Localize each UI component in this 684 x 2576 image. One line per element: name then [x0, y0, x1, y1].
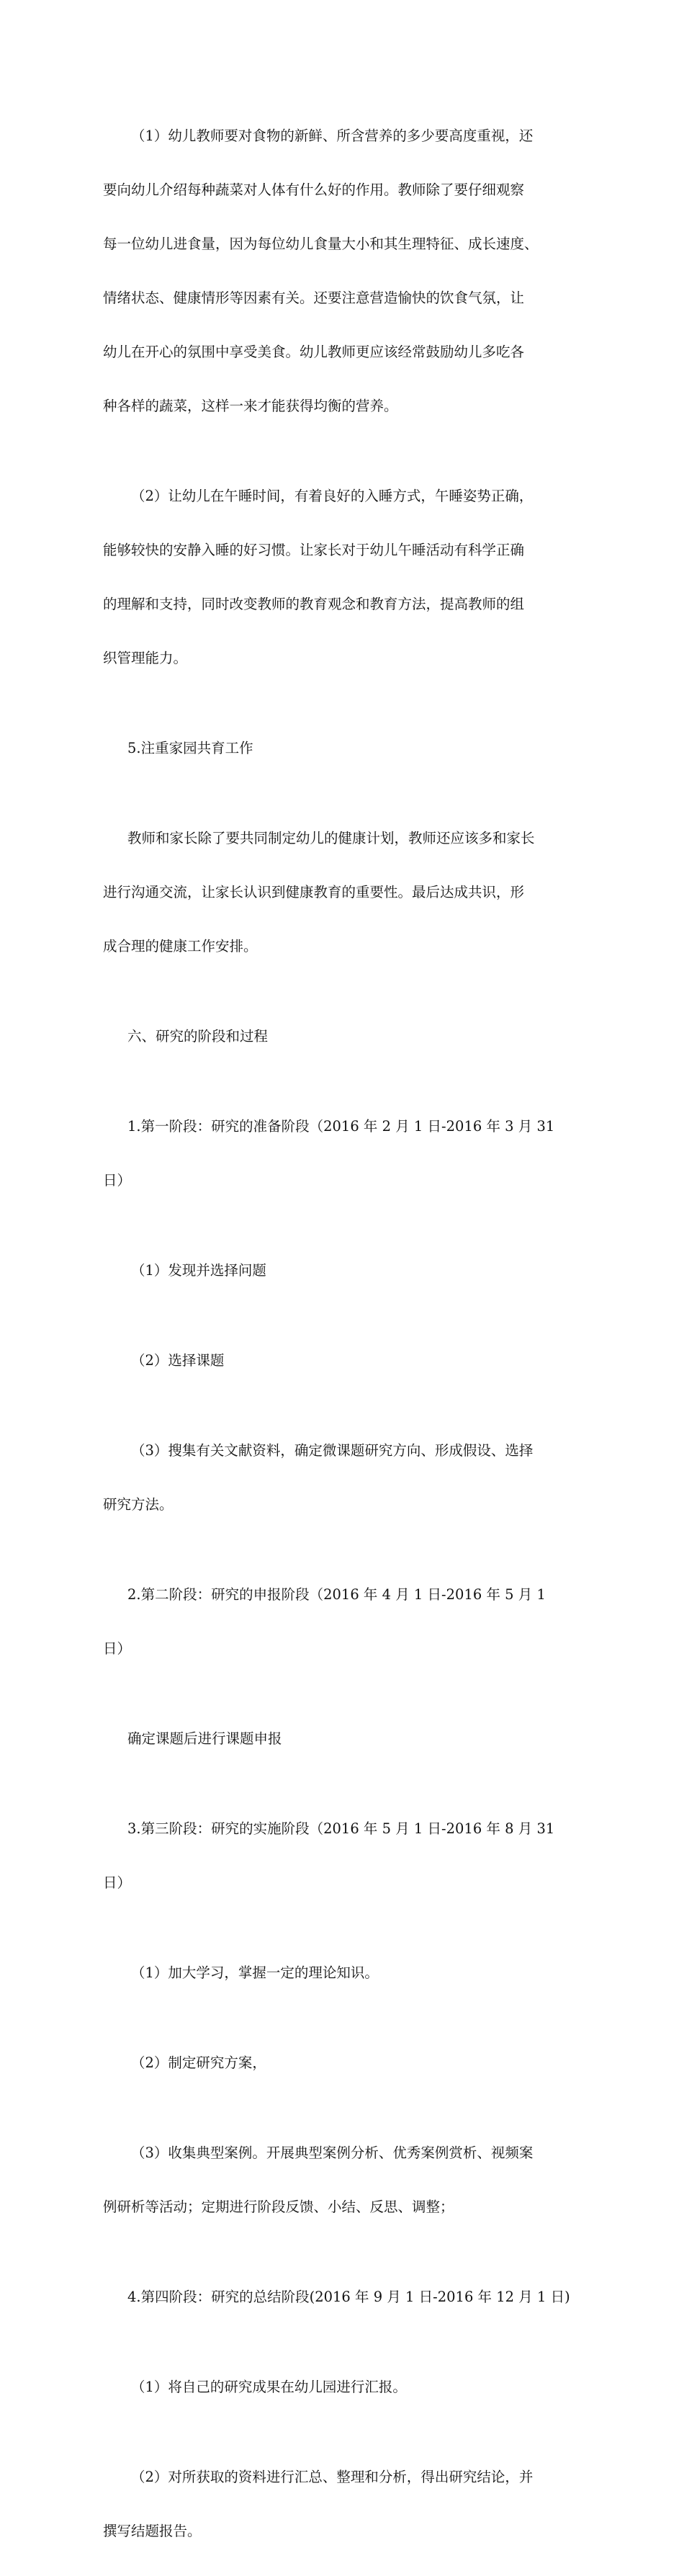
text-line: （1）将自己的研究成果在幼儿园进行汇报。 [131, 2379, 407, 2395]
text-line: 5.注重家园共育工作 [127, 740, 253, 756]
text-line: 1.第一阶段：研究的准备阶段（2016 年 2 月 1 日-2016 年 3 月 31 [127, 1118, 555, 1135]
text-line: 成合理的健康工作安排。 [103, 938, 258, 954]
text-line: 教师和家长除了要共同制定幼儿的健康计划，教师还应该多和家长 [127, 830, 535, 846]
text-line: 能够较快的安静入睡的好习惯。让家长对于幼儿午睡活动有科学正确 [103, 542, 525, 558]
text-line: 研究方法。 [103, 1496, 174, 1513]
stage-4-item-1 [103, 2342, 582, 2432]
text-line: 进行沟通交流，让家长认识到健康教育的重要性。最后达成共识，形 [103, 884, 525, 900]
stage-3-item-2 [103, 2018, 582, 2108]
paragraph-lunch-nutrition [103, 91, 582, 451]
text-line: 3.第三阶段：研究的实施阶段（2016 年 5 月 1 日-2016 年 8 月 31 [127, 1820, 555, 1837]
text-line: （1）发现并选择问题 [131, 1262, 266, 1279]
text-line: （2）选择课题 [131, 1352, 225, 1369]
text-line: 日） [103, 1640, 132, 1657]
heading-home-school [103, 703, 582, 793]
text-line: 的理解和支持，同时改变教师的教育观念和教育方法，提高教师的组 [103, 596, 525, 612]
stage-1-item-3 [103, 1405, 582, 1549]
section-heading-stages [103, 991, 582, 1081]
text-line: 情绪状态、健康情形等因素有关。还要注意营造愉快的饮食气氛，让 [103, 290, 525, 306]
document-body [103, 91, 582, 2576]
paragraph-nap-habits [103, 451, 582, 703]
stage-3-item-3 [103, 2108, 582, 2252]
text-line: 每一位幼儿进食量，因为每位幼儿食量大小和其生理特征、成长速度、 [103, 236, 539, 252]
text-line: （2）让幼儿在午睡时间，有着良好的入睡方式，午睡姿势正确， [131, 488, 534, 504]
stage-1-item-1 [103, 1225, 582, 1315]
stage-2-heading [103, 1549, 582, 1694]
stage-1-item-2 [103, 1315, 582, 1405]
text-line: 种各样的蔬菜，这样一来才能获得均衡的营养。 [103, 398, 398, 414]
stage-2-item [103, 1694, 582, 1784]
text-line: 幼儿在开心的氛围中享受美食。幼儿教师更应该经常鼓励幼儿多吃各 [103, 344, 525, 360]
text-line: 日） [103, 1172, 132, 1189]
text-line: 日） [103, 1874, 132, 1891]
text-line: （1）加大学习，掌握一定的理论知识。 [131, 1964, 379, 1981]
text-line: 确定课题后进行课题申报 [127, 1730, 282, 1747]
text-line: （1）幼儿教师要对食物的新鲜、所含营养的多少要高度重视，还 [131, 128, 534, 144]
text-line: 六、研究的阶段和过程 [127, 1028, 269, 1045]
stage-4-heading [103, 2252, 582, 2342]
text-line: 4.第四阶段：研究的总结阶段(2016 年 9 月 1 日-2016 年 12 月 1 日) [127, 2289, 570, 2305]
stage-3-heading [103, 1784, 582, 1928]
text-line: 织管理能力。 [103, 650, 188, 666]
stage-3-item-1 [103, 1928, 582, 2018]
text-line: 例研析等活动；定期进行阶段反馈、小结、反思、调整； [103, 2199, 454, 2215]
stage-1-heading [103, 1081, 582, 1225]
paragraph-home-school [103, 793, 582, 991]
text-line: （2）制定研究方案， [131, 2054, 266, 2071]
stage-4-item-2 [103, 2432, 582, 2576]
text-line: 要向幼儿介绍每种蔬菜对人体有什么好的作用。教师除了要仔细观察 [103, 182, 525, 198]
text-line: （3）搜集有关文献资料，确定微课题研究方向、形成假设、选择 [131, 1442, 534, 1459]
text-line: （3）收集典型案例。开展典型案例分析、优秀案例赏析、视频案 [131, 2145, 534, 2161]
text-line: 2.第二阶段：研究的申报阶段（2016 年 4 月 1 日-2016 年 5 月 1 [127, 1586, 546, 1603]
text-line: 撰写结题报告。 [103, 2523, 202, 2539]
text-line: （2）对所获取的资料进行汇总、整理和分析，得出研究结论，并 [131, 2469, 534, 2485]
